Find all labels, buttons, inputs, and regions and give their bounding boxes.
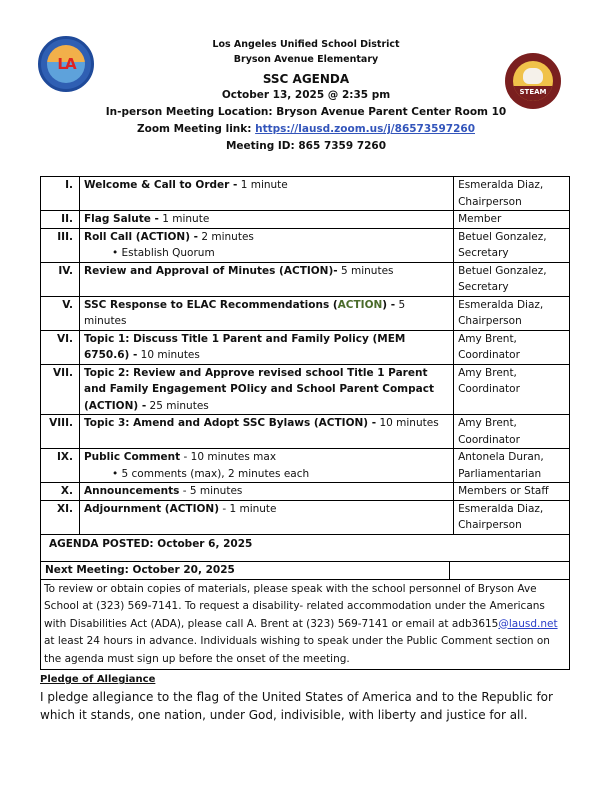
item-duration: 1 minute [237, 179, 288, 191]
meeting-location: In-person Meeting Location: Bryson Avenue Parent Center Room 10 [105, 106, 507, 118]
item-title: Public Comment [83, 451, 181, 463]
agenda-posted: AGENDA POSTED: October 6, 2025 [41, 535, 570, 562]
item-presenter: Antonela Duran, Parliamentarian [454, 449, 570, 483]
agenda-row [41, 211, 570, 229]
notice-row [41, 579, 570, 670]
item-number: XI. [41, 500, 80, 534]
item-description [79, 415, 453, 449]
item-presenter: Member [454, 211, 570, 229]
item-title: Review and Approval of Minutes (ACTION)- [83, 264, 338, 277]
item-title: Topic 3: Amend and Adopt SSC Bylaws (ACTION) - [83, 417, 377, 429]
meeting-id: Meeting ID: 865 7359 7260 [225, 140, 387, 152]
item-number: IV. [41, 262, 80, 296]
item-duration: 5 minutes [83, 298, 406, 327]
item-description [79, 364, 453, 415]
item-number: VI. [41, 330, 80, 364]
item-description [79, 330, 453, 364]
pledge-heading: Pledge of Allegiance [40, 674, 156, 685]
agenda-row [41, 415, 570, 449]
agenda-row [41, 296, 570, 330]
item-number: VII. [41, 364, 80, 415]
item-description [79, 211, 453, 229]
item-description [79, 177, 453, 211]
item-presenter: Amy Brent, Coordinator [454, 330, 570, 364]
item-duration: 25 minutes [146, 399, 209, 412]
meeting-date: October 13, 2025 @ 2:35 pm [221, 89, 391, 101]
pledge-text: I pledge allegiance to the flag of the United States of America and to the Republic for which it stands, one nation, under God, indivisible, with liberty and justice for all. [40, 690, 553, 722]
next-meeting-row [41, 562, 570, 580]
item-duration: - 1 minute [219, 502, 277, 515]
agenda-table [40, 176, 570, 535]
item-duration: 10 minutes [376, 417, 439, 429]
footer-table [40, 534, 570, 670]
district-name: Los Angeles Unified School District [212, 39, 400, 50]
item-duration: 2 minutes [198, 230, 254, 243]
notice-text-end: at least 24 hours in advance. Individuals wishing to speak under the Public Comment section on the agenda must sign up before the onset of the meeting. [44, 635, 550, 665]
item-description [79, 449, 453, 483]
item-description [79, 228, 453, 262]
item-number: I. [41, 177, 80, 211]
item-title: Adjournment (ACTION) [83, 502, 219, 515]
agenda-row [41, 330, 570, 364]
item-presenter: Esmeralda Diaz, Chairperson [454, 296, 570, 330]
item-presenter: Amy Brent, Coordinator [454, 364, 570, 415]
agenda-row [41, 500, 570, 534]
posted-row [41, 535, 570, 562]
school-name: Bryson Avenue Elementary [233, 54, 379, 65]
item-title: Welcome & Call to Order - [83, 179, 238, 191]
next-meeting: Next Meeting: October 20, 2025 [41, 562, 450, 580]
item-number: X. [41, 483, 80, 501]
item-duration: - 5 minutes [179, 485, 243, 497]
email-link[interactable]: @lausd.net [498, 617, 558, 630]
item-title: SSC Response to ELAC Recommendations ( [83, 298, 338, 311]
item-number: VIII. [41, 415, 80, 449]
agenda-row [41, 364, 570, 415]
item-presenter: Members or Staff [454, 483, 570, 501]
agenda-row [41, 262, 570, 296]
item-number: V. [41, 296, 80, 330]
agenda-row [41, 449, 570, 483]
item-presenter: Betuel Gonzalez, Secretary [454, 262, 570, 296]
item-title: Topic 2: Review and Approve revised school Title 1 Parent and Family Engagement POlicy and School Parent Compact (ACTION) - [83, 366, 434, 412]
item-number: II. [41, 211, 80, 229]
lausd-logo-text: LA [57, 55, 75, 73]
item-title-end: ) - [382, 298, 396, 311]
item-title: Announcements [83, 485, 180, 497]
steam-label: STEAM [513, 86, 553, 101]
item-description [79, 262, 453, 296]
item-title: Roll Call (ACTION) - [83, 230, 199, 243]
item-presenter: Esmeralda Diaz, Chairperson [454, 177, 570, 211]
item-title: Topic 1: Discuss Title 1 Parent and Family Policy (MEM 6750.6) - [83, 332, 406, 361]
sub-item-text: Establish Quorum [121, 247, 215, 259]
item-title: Flag Salute - [83, 213, 159, 225]
document-header [0, 37, 612, 155]
agenda-row [41, 177, 570, 211]
item-duration: 1 minute [158, 213, 210, 225]
sub-item: • 5 comments (max), 2 minutes each [111, 467, 310, 480]
item-number: IX. [41, 449, 80, 483]
empty-cell [450, 562, 570, 580]
sub-item: • Establish Quorum [111, 247, 215, 259]
item-duration: 10 minutes [137, 349, 200, 361]
action-tag: ACTION [337, 298, 383, 311]
item-presenter: Amy Brent, Coordinator [454, 415, 570, 449]
pledge-section [40, 672, 580, 724]
item-duration: 5 minutes [337, 264, 394, 277]
item-description [79, 483, 453, 501]
page-title: SSC AGENDA [262, 72, 350, 86]
zoom-label: Zoom Meeting link: [137, 123, 252, 135]
zoom-link[interactable]: https://lausd.zoom.us/j/86573597260 [255, 123, 475, 135]
item-presenter: Esmeralda Diaz, Chairperson [454, 500, 570, 534]
item-description [79, 296, 453, 330]
zoom-line [0, 121, 612, 138]
sub-item-text: 5 comments (max), 2 minutes each [121, 467, 310, 480]
item-presenter: Betuel Gonzalez, Secretary [454, 228, 570, 262]
agenda-row [41, 228, 570, 262]
item-description [79, 500, 453, 534]
notice-text: To review or obtain copies of materials, please speak with the school personnel of Bryson Ave School at (323) 569-7141. To request a disability- related accommodation under the Americans with Disabilities Act (ADA), please call A. Brent at (323) 569-7141 or email at adb3615 [44, 582, 545, 630]
accessibility-notice [41, 579, 570, 670]
item-number: III. [41, 228, 80, 262]
agenda-row [41, 483, 570, 501]
item-duration: - 10 minutes max [180, 451, 277, 463]
